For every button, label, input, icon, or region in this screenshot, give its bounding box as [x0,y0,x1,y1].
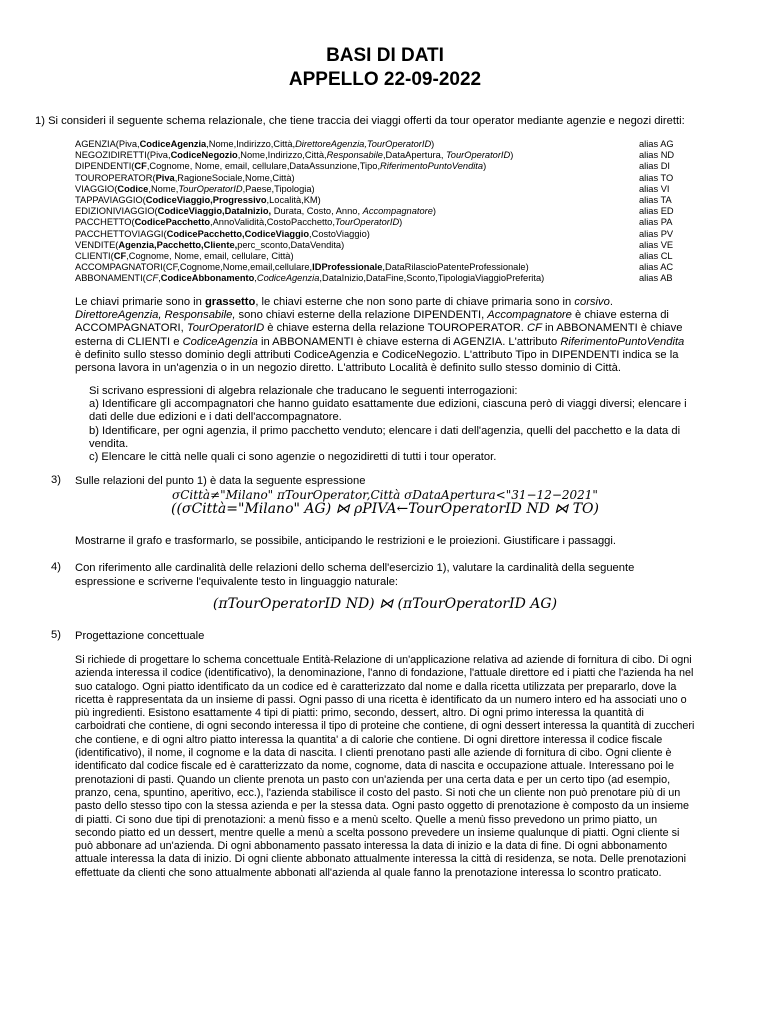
relation-definition [75,161,486,172]
schema-row [75,195,685,206]
relation-attr: ACCOMPAGNATORI(CF,Cognome,Nome,email,cellulare, [75,262,313,273]
task-c: c) Elencare le città nelle quali ci sono agenzie o negozidiretti di tutti i tour operator. [89,451,497,464]
relation-attr: CF [113,251,127,262]
schema-row [75,229,685,240]
keys-note-fragment: Accompagnatore [487,309,572,322]
question-3-intro: Sulle relazioni del punto 1) è data la seguente espressione [75,475,366,487]
schema-row [75,150,685,161]
schema-row [75,262,685,273]
relation-alias: alias PV [639,228,674,239]
relation-attr: ) [432,206,437,217]
relation-attr: CodiceViaggio,Progressivo [145,195,267,206]
relation-attr: RiferimentoPuntoVendita [380,161,484,172]
relation-attr: CodiceNegozio [170,150,238,161]
relation-alias: alias PA [639,217,673,228]
relation-attr: CodicePacchetto [134,217,211,228]
keys-note-fragment: , le chiavi esterne che non sono parte di chiave primaria sono in [255,296,575,308]
relation-definition [75,262,529,273]
relation-attr: Durata, Costo, Anno, [271,206,363,217]
relation-alias: alias AB [639,273,673,284]
question-3-number: 3) [51,474,61,486]
relation-definition [75,150,513,161]
keys-note-fragment: in ABBONAMENTI è chiave esterna di CLIENTI e [75,322,683,348]
relation-alias: alias VE [639,239,674,250]
relation-definition [75,139,434,150]
relation-alias: alias TO [639,172,674,183]
keys-note-fragment: sono chiavi esterne della relazione DIPENDENTI, [235,309,488,322]
relation-attr: Accompagnatore [362,206,433,217]
relation-attr: DIPENDENTI( [75,161,135,172]
question-3-note: Mostrarne il grafo e trasformarlo, se possibile, anticipando le restrizioni e le proiezioni. Giustificare i passaggi. [75,535,616,547]
relation-definition [75,184,315,195]
keys-note-fragment: è chiave esterna di ACCOMPAGNATORI, [75,309,669,335]
relation-attr: Agenzia,Pacchetto,Cliente, [118,239,238,250]
relation-attr: ,CostoViaggio) [309,228,370,239]
relation-attr: , [158,273,161,284]
relation-attr: CodiceAgenzia [256,273,320,284]
keys-note-fragment: grassetto [204,296,256,308]
schema-row [75,184,685,195]
relation-attr: ,Paese,Tipologia) [242,183,315,194]
question-5-number: 5) [51,629,61,641]
relation-attr: CodiceAgenzia [139,139,207,149]
question-4-number: 4) [51,561,61,573]
relation-alias: alias AC [639,262,674,273]
relation-alias: alias ED [639,206,674,217]
tasks-intro: Si scrivano espressioni di algebra relazionale che traducano le seguenti interrogazioni: [89,385,518,397]
keys-note-fragment: RiferimentoPuntoVendita [560,335,685,348]
relation-attr: ,AnnoValidità,CostoPacchetto, [210,217,335,228]
relation-alias: alias AG [639,139,674,149]
question-4-intro: Con riferimento alle cardinalità delle relazioni dello schema dell'esercizio 1), valutare la cardinalità della seguente espressione e scriverne l'equivalente testo in linguaggio naturale: [75,562,635,588]
question-1 [35,114,735,128]
relation-attr: PACCHETTOVIAGGI( [75,228,167,239]
keys-note-fragment: è definito sullo stesso dominio degli attributi CodiceAgenzia e CodiceNegozio. L'attributo Tipo in DIPENDENTI indica se la persona lavora in un'agenzia o in un negozio diretto. L'attributo Località è definito sullo stesso dominio di Città. [75,348,679,375]
expression-line-2: ((σCittà="Milano" AG) ⋈ ρPIVA←TourOperatorID ND ⋈ TO) [170,501,599,517]
schema-row [75,240,685,251]
relation-attr: , [254,273,257,284]
schema-row [75,161,685,172]
relation-attr: TAPPAVIAGGIO( [75,195,146,206]
relation-attr: Responsabile [326,150,383,161]
relation-attr: Codice [117,183,149,194]
keys-note [75,296,690,375]
query-tasks [75,385,695,464]
relation-attr: perc_sconto,DataVendita) [237,239,345,250]
relation-attr: CF [134,161,147,172]
relation-definition [75,229,370,240]
relation-definition [75,173,295,184]
relation-attr: TourOperatorID [445,150,511,161]
relation-attr: ,Cognome, Nome, email, cellulare,DataAssunzione,Tipo, [146,161,381,172]
relation-attr: Piva [155,172,175,183]
relation-attr: ,RagioneSociale,Nome,Città) [174,172,295,183]
relation-attr: ,DataInizio,DataFine,Sconto,TipologiaViaggioPreferita) [319,273,545,284]
question-number: 1) [35,115,45,127]
relation-attr: TourOperatorID [334,217,400,228]
relation-definition [75,273,544,284]
relation-attr: CodiceViaggio,DataInizio, [157,206,272,217]
relation-definition [75,206,436,217]
keys-note-fragment: in ABBONAMENTI è chiave esterna di AGENZIA. L'attributo [257,335,561,348]
relational-schema [75,139,685,285]
relation-attr: ABBONAMENTI( [75,273,146,284]
relation-attr: TOUROPERATOR( [75,172,156,183]
relation-attr: TourOperatorID [178,183,243,194]
relation-attr: ,Località,KM) [266,195,321,206]
relation-attr: ,Nome, [148,183,179,194]
relation-attr: VENDITE( [75,239,119,250]
schema-row [75,139,685,150]
relation-alias: alias VI [639,183,670,194]
question-intro: Si consideri il seguente schema relazionale, che tiene traccia dei viaggi offerti da tour operator mediante agenzie e negozi diretti: [48,115,685,127]
keys-note-fragment: TourOperatorID [186,322,265,335]
relation-alias: alias CL [639,251,673,262]
relation-attr: IDProfessionale [312,262,383,273]
task-b: b) Identificare, per ogni agenzia, il primo pacchetto venduto; elencare i dati dell'agenzia, quelli del pacchetto e la data di vendita. [89,424,681,450]
task-a: a) Identificare gli accompagnatori che hanno guidato esattamente due edizioni, ciascuna però di viaggi diversi; elencare i dati delle due edizioni e i dati dell'accompagnatore. [89,398,687,424]
keys-note-fragment: Le chiavi primarie sono in [75,296,205,308]
relation-attr: CLIENTI( [75,251,114,262]
keys-note-fragment: è chiave esterna della relazione TOUROPERATOR. [264,322,528,335]
keys-note-fragment: CF [527,322,542,335]
relation-alias: alias TA [639,195,672,206]
relation-attr: AGENZIA(Piva, [75,139,140,149]
relation-attr: CodiceAbbonamento [160,273,255,284]
relation-attr: ) [431,139,435,149]
keys-note-fragment: CodiceAgenzia [182,335,258,348]
relation-attr: ,DataApertura, [382,150,446,161]
relation-attr: ,Nome,Indirizzo,Città, [237,150,327,161]
relation-attr: ,Cognome, Nome, email, cellulare, Città) [126,251,294,262]
schema-row [75,273,685,284]
question-5-body: Si richiede di progettare lo schema concettuale Entità-Relazione di un'applicazione relativa ad aziende di fornitura di cibo. Di ogni azienda interessa il codice (identificativo), la denominazione, l'anno di fondazione, l'attuale direttore ed i piatti che l'azienda ha nel suo catalogo. Ogni piatto identificato da un codice ed è caratterizzato dal nome e dalla ricetta utilizzata per prepararlo, dove la ricetta è rappresentata da un insieme di passi. Ogni passo di una ricetta è identificato da un numero intero ed ha associati uno o più ingredienti. Esistono esattamente 4 tipi di piatti: primo, secondo, dessert, altro. Di ogni primo interessa la quantità di carboidrati che contiene, di ogni secondo interessa il tipo di proteine che contiene, di ogni dessert interessa la quantità di zuccheri che contiene, e di ogni altro piatto interessa la quantita' a di calorie che contiene. Di ogni direttore interessa il codice fiscale (identificativo), il nome, il cognome e la data di nascita. I clienti prenotano pasti alle aziende di fornitura di cibo. Ogni cliente è identificato dal codice fiscale ed è caratterizzato da nome, cognome, data di nascita e occupazione attuale. Interessano poi le prenotazioni di pasti. Quando un cliente prenota un pasto con un'azienda per una certa data e per un certo tipo (ad esempio, pranzo, cena, spuntino, aperitivo, ecc.), l'azienda stabilisce il costo del pasto. Si noti che un cliente non può prenotare più di un pasto dello stesso tipo con la stessa azienda e per la stessa data. Ogni pasto oggetto di prenotazione è composto da un insieme di piatti. Ci sono due tipi di prenotazioni: a menù fisso e a menù scelto. Quelle a menù fisso prevedono un primo piatto, un secondo piatto ed un dessert, mentre quelle a menù a scelta possono prevedere un insieme qualunque di piatti. Ogni cliente si può abbonare ad un'azienda. Di ogni abbonamento passato interessa la data di inizio e la data di fine. Di ogni abbonamento attuale interessa la data di inizio. Di ogni cliente abbonato attualmente interessa la città di residenza, se nota. Delle prenotazioni effettuate da clienti che sono attualmente abbonati all'azienda al quale fanno la prenotazione interessa lo scontro praticato. [75,654,695,879]
expression-line-1: σCittà≠"Milano" πTourOperator,Città σDataApertura<"31−12−2021" [172,488,598,502]
schema-row [75,206,685,217]
relation-attr: NEGOZIDIRETTI(Piva, [75,150,171,161]
relation-attr: CF [145,273,159,284]
relation-attr: DirettoreAgenzia,TourOperatorID [295,139,432,149]
relation-definition [75,195,321,206]
relation-attr: ) [483,161,487,172]
relation-definition [75,240,344,251]
relation-attr: ) [399,217,403,228]
relation-attr: VIAGGIO( [75,183,118,194]
schema-row [75,251,685,262]
expression-q4: (πTourOperatorID ND) ⋈ (πTourOperatorID AG) [212,596,558,612]
relation-alias: alias DI [639,161,671,172]
relation-attr: PACCHETTO( [75,217,135,228]
exam-title: BASI DI DATI [326,45,444,66]
schema-row [75,217,685,228]
relation-alias: alias ND [639,150,675,161]
question-5-title: Progettazione concettuale [75,630,205,642]
keys-note-fragment: corsivo [574,296,610,308]
keys-note-fragment: . [609,296,613,308]
relation-definition [75,217,402,228]
relation-attr: ,DataRilascioPatenteProfessionale) [382,262,529,273]
schema-row [75,173,685,184]
keys-note-fragment: DirettoreAgenzia, Responsabile, [75,309,236,322]
relation-attr: ,Nome,Indirizzo,Città, [206,139,296,149]
relation-attr: EDIZIONIVIAGGIO( [75,206,158,217]
exam-date: APPELLO 22-09-2022 [288,69,482,90]
relation-attr: ) [510,150,514,161]
relation-attr: CodicePacchetto,CodiceViaggio [166,228,310,239]
relation-definition [75,251,294,262]
